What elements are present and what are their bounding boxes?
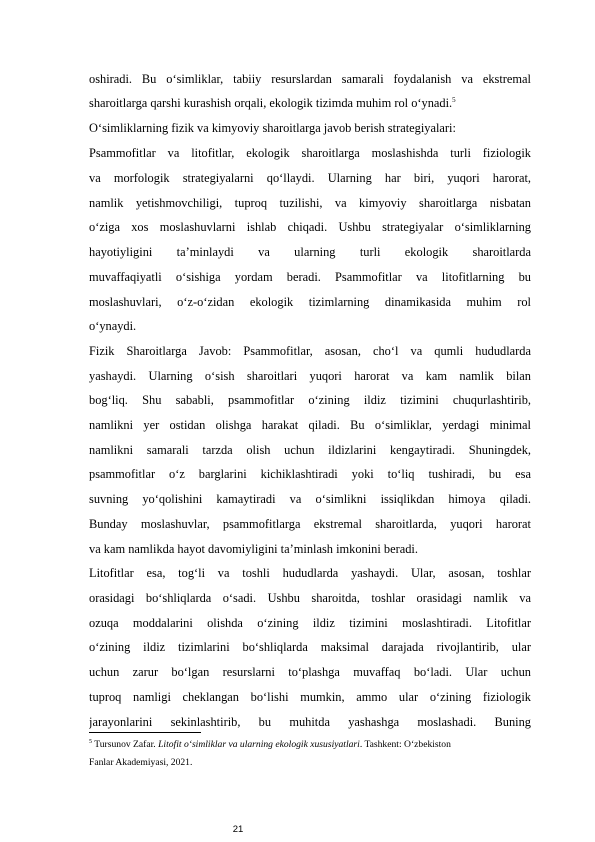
text-line-content: moslashuvlari, o‘z-o‘zidan ekologik tizimlarning dinamikasida muhim rol	[89, 295, 531, 309]
text-line	[89, 344, 531, 359]
text-line	[89, 121, 531, 136]
footnote-rule	[89, 732, 201, 733]
text-line	[89, 542, 531, 557]
footnote-publisher: . Tashkent: O‘zbekiston	[359, 739, 451, 750]
text-line-content: sharoitlarga qarshi kurashish orqali, ekologik tizimda muhim rol o‘ynadi.	[89, 96, 453, 110]
text-line-content: va morfologik strategiyalarni qo‘llaydi. Ularning har biri, yuqori harorat,	[89, 171, 531, 185]
text-line-content: yashaydi. Ularning o‘sish sharoitlari yuqori harorat va kam namlik bilan	[89, 369, 531, 383]
text-line	[89, 369, 531, 384]
text-line-content: Litofitlar esa, tog‘li va toshli hududlarda yashaydi. Ular, asosan, toshlar	[89, 566, 531, 580]
text-line-content: namlikni samarali tarzda olish uchun ildizlarini kengaytiradi. Shuningdek,	[89, 443, 531, 457]
text-line	[89, 715, 531, 730]
text-line	[89, 640, 531, 655]
text-line-content: va kam namlikda hayot davomiyligini ta’minlash imkonini beradi.	[89, 542, 418, 556]
text-line-content: orasidagi bo‘shliqlarda o‘sadi. Ushbu sharoitda, toshlar orasidagi namlik va	[89, 591, 531, 605]
text-line-content: tuproq namligi cheklangan bo‘lishi mumkin, ammo ular o‘zining fiziologik	[89, 690, 531, 704]
footnote-line-2: Fanlar Akademiyasi, 2021.	[89, 757, 193, 768]
text-line	[89, 171, 531, 186]
text-line-content: namlikni yer ostidan olishga harakat qiladi. Bu o‘simliklar, yerdagi minimal	[89, 418, 531, 432]
text-line-content: o‘zining ildiz tizimlarini bo‘shliqlarda maksimal darajada rivojlantirib, ular	[89, 640, 531, 654]
text-line	[89, 492, 531, 507]
page-number: 21	[232, 824, 244, 835]
text-line	[89, 220, 531, 235]
text-line-content: o‘ynaydi.	[89, 319, 137, 333]
text-line-content: O‘simliklarning fizik va kimyoviy sharoitlarga javob berish strategiyalari:	[89, 121, 456, 135]
footnote-reference: 5	[452, 96, 456, 104]
text-line	[89, 690, 531, 705]
text-line	[89, 517, 531, 532]
text-line-content: Bunday moslashuvlar, psammofitlarga ekstremal sharoitlarda, yuqori harorat	[89, 517, 531, 531]
text-line	[89, 418, 531, 433]
text-line	[89, 393, 531, 408]
text-line	[89, 72, 531, 87]
text-line-content: psammofitlar o‘z barglarini kichiklashtiradi yoki to‘liq tushiradi, bu esa	[89, 467, 531, 481]
text-line	[89, 96, 531, 111]
footnote-mark: 5	[89, 739, 92, 745]
text-line	[89, 319, 531, 334]
text-line	[89, 665, 531, 680]
text-line	[89, 245, 531, 260]
footnote-line-1	[89, 739, 531, 751]
text-line-content: jarayonlarini sekinlashtirib, bu muhitda yashashga moslashadi. Buning	[89, 715, 531, 729]
text-line-content: hayotiyligini ta’minlaydi va ularning turli ekologik sharoitlarda	[89, 245, 531, 259]
text-line-content: Psammofitlar va litofitlar, ekologik sharoitlarga moslashishda turli fiziologik	[89, 146, 531, 160]
text-line-content: bog‘liq. Shu sababli, psammofitlar o‘zining ildiz tizimini chuqurlashtirib,	[89, 393, 531, 407]
text-line	[89, 443, 531, 458]
text-line-content: ozuqa moddalarini olishda o‘zining ildiz tizimini moslashtiradi. Litofitlar	[89, 616, 531, 630]
text-line	[89, 616, 531, 631]
text-line-content: oshiradi. Bu o‘simliklar, tabiiy resurslardan samarali foydalanish va ekstremal	[89, 72, 531, 86]
text-line	[89, 591, 531, 606]
footnote-author: Tursunov Zafar.	[92, 739, 159, 750]
text-line-content: o‘ziga xos moslashuvlarni ishlab chiqadi. Ushbu strategiyalar o‘simliklarning	[89, 220, 531, 234]
text-line-content: muvaffaqiyatli o‘sishiga yordam beradi. Psammofitlar va litofitlarning bu	[89, 270, 531, 284]
text-line-content: namlik yetishmovchiligi, tuproq tuzilishi, va kimyoviy sharoitlarga nisbatan	[89, 196, 531, 210]
text-line	[89, 196, 531, 211]
text-line-content: Fizik Sharoitlarga Javob: Psammofitlar, asosan, cho‘l va qumli hududlarda	[89, 344, 531, 358]
footnote-title: Litofit o‘simliklar va ularning ekologik xususiyatlari	[158, 739, 360, 750]
text-line	[89, 566, 531, 581]
text-line	[89, 146, 531, 161]
text-line-content: uchun zarur bo‘lgan resurslarni to‘plashga muvaffaq bo‘ladi. Ular uchun	[89, 665, 531, 679]
text-line	[89, 467, 531, 482]
text-line	[89, 270, 531, 285]
text-line	[89, 295, 531, 310]
text-line-content: suvning yo‘qolishini kamaytiradi va o‘simlikni issiqlikdan himoya qiladi.	[89, 492, 531, 506]
